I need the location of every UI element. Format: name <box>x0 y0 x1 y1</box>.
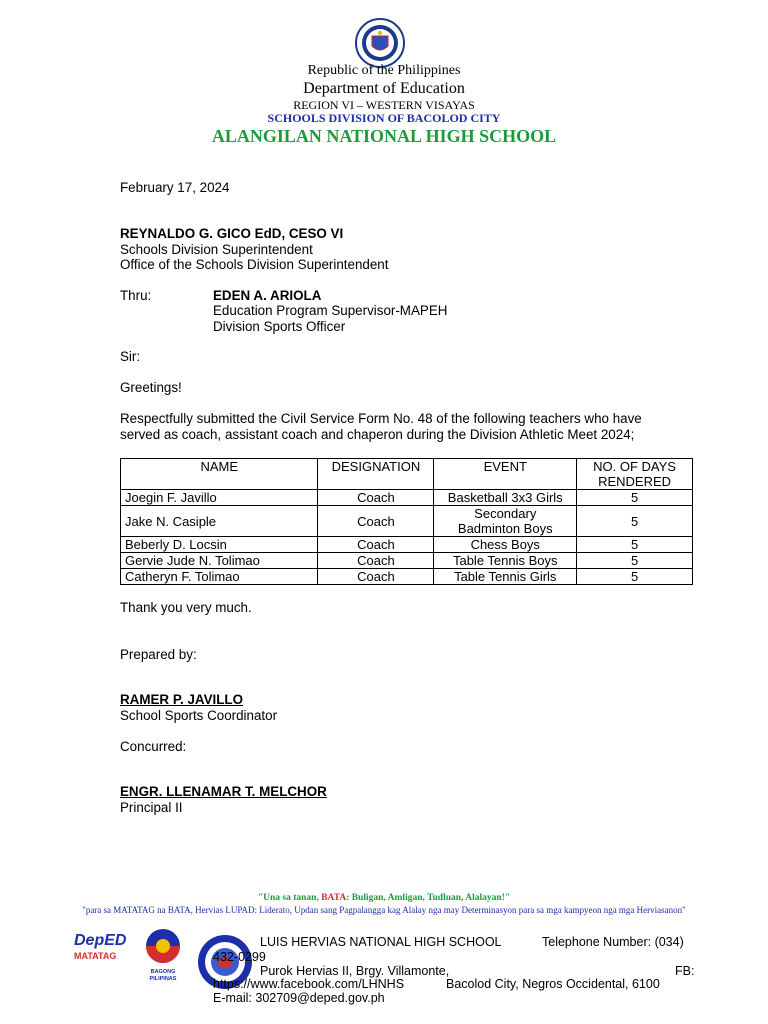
salutation: Sir: <box>120 349 141 364</box>
cell-days: 5 <box>577 569 693 585</box>
table-row <box>121 537 693 553</box>
footer-telephone: Telephone Number: (034) <box>542 935 684 949</box>
footer-motto <box>0 893 768 903</box>
cell-designation: Coach <box>318 569 434 585</box>
cell-days: 5 <box>577 506 693 537</box>
cell-event: Basketball 3x3 Girls <box>434 490 577 506</box>
deped-logo-text: DepED <box>74 932 127 949</box>
thru-title-2: Division Sports Officer <box>213 319 346 334</box>
prepared-label: Prepared by: <box>120 647 197 662</box>
addressee-title-2: Office of the Schools Division Superintendent <box>120 257 389 272</box>
footer-fb-link[interactable]: https://www.facebook.com/LHNHS <box>213 977 405 991</box>
footer-telephone-cont: 432-0299 <box>213 950 266 964</box>
cell-name: Jake N. Casiple <box>121 506 318 537</box>
concurred-label: Concurred: <box>120 739 187 754</box>
thru-name: EDEN A. ARIOLA <box>213 288 322 303</box>
header-republic: Republic of the Philippines <box>307 63 461 78</box>
deped-matatag-logo <box>74 932 130 972</box>
table-row <box>121 506 693 537</box>
bagong-pilipinas-logo <box>138 928 188 982</box>
table-row <box>121 569 693 585</box>
header-department: Department of Education <box>303 80 465 97</box>
body-line-2: served as coach, assistant coach and chaperon during the Division Athletic Meet 2024; <box>120 427 635 442</box>
footer-fb-label: FB: <box>675 964 695 978</box>
cell-designation: Coach <box>318 537 434 553</box>
cell-days: 5 <box>577 537 693 553</box>
header-region: REGION VI – WESTERN VISAYAS <box>293 98 475 112</box>
cell-designation: Coach <box>318 506 434 537</box>
cell-name: Catheryn F. Tolimao <box>121 569 318 585</box>
footer-motto-2: "para sa MATATAG na BATA, Hervias LUPAD: Liderato, Updan sang Pagpalangga kag Alalay nga may Determinasyon para sa mga kampyeon nga mga Herviasanon" <box>82 905 686 915</box>
concurred-title: Principal II <box>120 800 183 815</box>
motto-bata: BATA <box>321 893 347 903</box>
col-header-event: EVENT <box>434 459 577 490</box>
table-row <box>121 490 693 506</box>
cell-name: Beberly D. Locsin <box>121 537 318 553</box>
cell-event: Chess Boys <box>434 537 577 553</box>
cell-event: Table Tennis Boys <box>434 553 577 569</box>
matatag-text: MATATAG <box>74 951 117 961</box>
footer-school-name: LUIS HERVIAS NATIONAL HIGH SCHOOL <box>260 935 502 949</box>
footer-city: Bacolod City, Negros Occidental, 6100 <box>446 977 660 991</box>
deped-seal <box>355 18 405 68</box>
footer-email[interactable]: E-mail: 302709@deped.gov.ph <box>213 991 385 1005</box>
addressee-name: REYNALDO G. GICO EdD, CESO VI <box>120 226 344 241</box>
coach-table <box>120 458 693 585</box>
addressee-title-1: Schools Division Superintendent <box>120 242 313 257</box>
cell-designation: Coach <box>318 553 434 569</box>
col-header-days: NO. OF DAYS RENDERED <box>577 459 693 490</box>
header-school: ALANGILAN NATIONAL HIGH SCHOOL <box>211 126 557 146</box>
letter-date: February 17, 2024 <box>120 180 230 195</box>
cell-name: Joegin F. Javillo <box>121 490 318 506</box>
thanks: Thank you very much. <box>120 600 252 615</box>
prepared-name: RAMER P. JAVILLO <box>120 692 244 707</box>
bagong-text: BAGONG PILIPINAS <box>149 969 177 982</box>
motto-pre: "Una sa tanan, <box>257 893 322 903</box>
greeting: Greetings! <box>120 380 182 395</box>
thru-label: Thru: <box>120 288 152 303</box>
cell-days: 5 <box>577 490 693 506</box>
bagong-pilipinas-emblem <box>143 928 183 964</box>
header-division: SCHOOLS DIVISION OF BACOLOD CITY <box>267 111 501 125</box>
cell-designation: Coach <box>318 490 434 506</box>
concurred-name: ENGR. LLENAMAR T. MELCHOR <box>120 784 327 799</box>
cell-event: Secondary Badminton Boys <box>434 506 577 537</box>
thru-title-1: Education Program Supervisor-MAPEH <box>213 303 448 318</box>
col-header-designation: DESIGNATION <box>318 459 434 490</box>
cell-event: Table Tennis Girls <box>434 569 577 585</box>
col-header-name: NAME <box>121 459 318 490</box>
body-line-1: Respectfully submitted the Civil Service Form No. 48 of the following teachers who have <box>120 411 642 426</box>
motto-rest: : Buligan, Amligan, Tudluan, Alalayan!" <box>346 893 511 903</box>
table-header-row <box>121 459 693 490</box>
cell-days: 5 <box>577 553 693 569</box>
footer-address: Purok Hervias II, Brgy. Villamonte, <box>260 964 450 978</box>
cell-name: Gervie Jude N. Tolimao <box>121 553 318 569</box>
table-row <box>121 553 693 569</box>
prepared-title: School Sports Coordinator <box>120 708 278 723</box>
